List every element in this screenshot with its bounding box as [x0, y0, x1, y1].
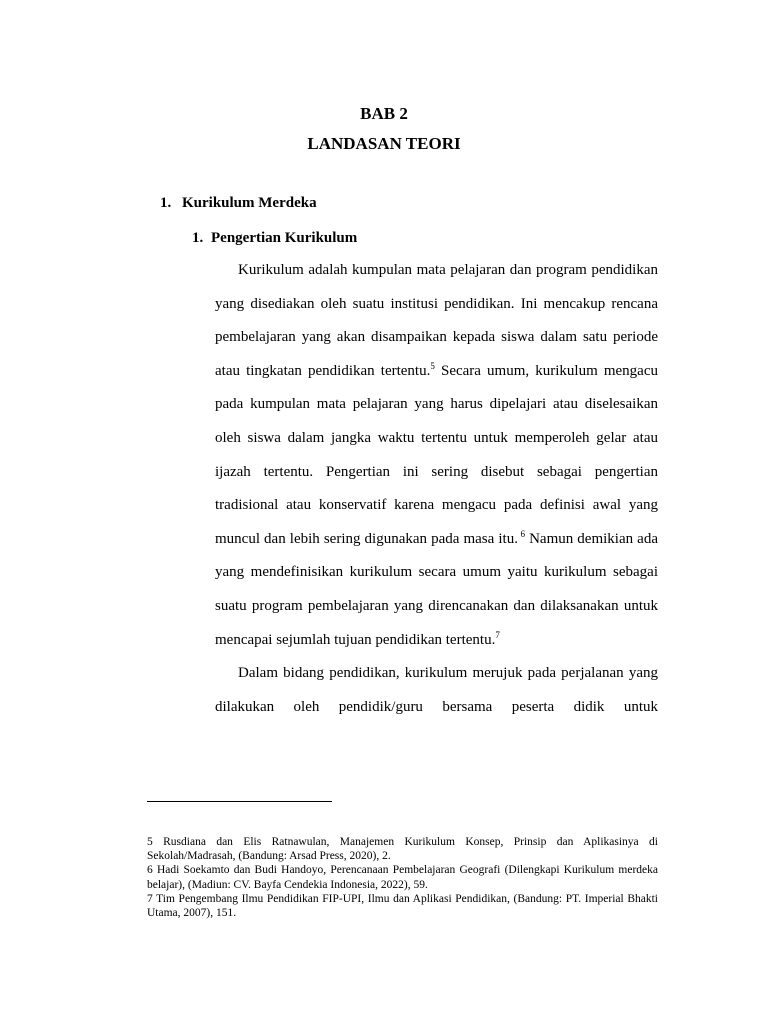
footnote-ref-7: 7 — [495, 629, 500, 640]
section-heading — [160, 195, 317, 212]
subsection-title: Pengertian Kurikulum — [211, 230, 358, 246]
footnote-5: 5 Rusdiana dan Elis Ratnawulan, Manajemen Kurikulum Konsep, Prinsip dan Aplikasinya di Sekolah/Madrasah, (Bandung: Arsad Press, 2020), 2. — [147, 836, 658, 863]
section-title: Kurikulum Merdeka — [182, 195, 317, 211]
paragraph-1-part-2: Secara umum, kurikulum mengacu pada kumpulan mata pelajaran yang harus dipelajari atau diselesaikan oleh siswa dalam jangka waktu tertentu untuk memperoleh gelar atau ijazah tertentu. Pengertian ini sering disebut sebagai pengertian tradisional atau konservatif karena mengacu pada definisi awal yang muncul dan lebih sering digunakan pada masa itu. — [215, 362, 658, 547]
footnote-6: 6 Hadi Soekamto dan Budi Handoyo, Perencanaan Pembelajaran Geografi (Dilengkapi Kurikulum merdeka belajar), (Madiun: CV. Bayfa Cendekia Indonesia, 2022), 59. — [147, 864, 658, 891]
section-number: 1. — [160, 195, 172, 211]
footnote-ref-6: 6 — [517, 528, 526, 539]
footnotes — [147, 835, 658, 920]
footnote-ref-5: 5 — [430, 360, 435, 371]
paragraph-1-part-3: Namun demikian ada yang mendefinisikan kurikulum secara umum yaitu kurikulum sebagai suatu program pembelajaran yang direncanakan dan dilaksanakan untuk mencapai sejumlah tujuan pendidikan tertentu. — [215, 530, 658, 648]
subsection-heading — [192, 230, 357, 247]
footnote-separator — [147, 801, 332, 802]
chapter-number: BAB 2 — [360, 104, 408, 123]
chapter-title: LANDASAN TEORI — [307, 134, 461, 153]
body-text — [215, 254, 658, 724]
paragraph-1-part-1: Kurikulum adalah kumpulan mata pelajaran dan program pendidikan yang disediakan oleh suatu institusi pendidikan. Ini mencakup rencana pembelajaran yang akan disampaikan kepada siswa dalam satu periode atau tingkatan pendidikan tertentu. — [215, 262, 658, 379]
paragraph-2: Dalam bidang pendidikan, kurikulum merujuk pada perjalanan yang dilakukan oleh pendidik/guru bersama peserta didik untuk — [215, 665, 658, 715]
footnote-7: 7 Tim Pengembang Ilmu Pendidikan FIP-UPI, Ilmu dan Aplikasi Pendidikan, (Bandung: PT. Imperial Bhakti Utama, 2007), 151. — [147, 892, 658, 920]
paragraph-1 — [215, 254, 658, 657]
subsection-number: 1. — [192, 230, 204, 246]
